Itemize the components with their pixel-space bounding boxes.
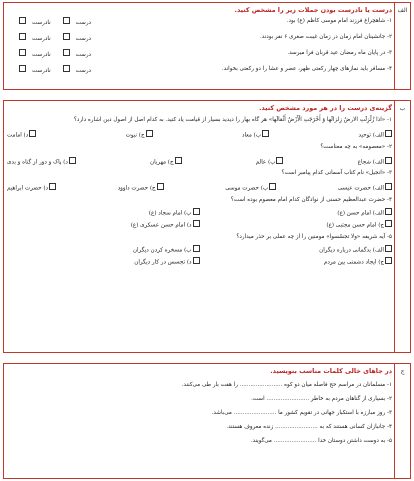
option-checkbox[interactable] (146, 130, 153, 137)
mc-option[interactable] (118, 183, 164, 192)
tf-question-text: ۳- در پایان ماه رمضان عید قربان فرا میرسد. (287, 50, 392, 56)
mc-option[interactable] (7, 183, 56, 192)
mc-option-label: د) پاک و دور از گناه و بدی (7, 159, 68, 165)
mc-option[interactable] (338, 183, 392, 192)
option-checkbox[interactable] (193, 245, 200, 252)
mc-option[interactable] (7, 220, 200, 229)
tf-false-option[interactable] (13, 52, 51, 58)
tf-false-label: نادرست (32, 67, 51, 74)
option-checkbox[interactable] (276, 157, 283, 164)
tf-false-label: نادرست (32, 35, 51, 42)
mc-option[interactable] (200, 208, 393, 217)
section-a-tag: الف (394, 3, 410, 89)
mc-option[interactable] (200, 245, 393, 254)
tf-false-option[interactable] (13, 36, 51, 42)
mc-options-row (7, 220, 392, 229)
tf-options (7, 49, 91, 60)
mc-option-label: ب) معاد (241, 132, 262, 139)
mc-option[interactable] (225, 183, 276, 192)
false-checkbox[interactable] (19, 17, 26, 24)
mc-option[interactable] (358, 130, 392, 139)
mc-options-row (7, 257, 392, 266)
tf-question-row (7, 65, 392, 81)
tf-true-option[interactable] (57, 68, 91, 74)
mc-option[interactable] (7, 157, 76, 166)
section-a-title: درست یا نادرست بودن جملات زیر را مشخص کنید. (234, 6, 392, 14)
option-checkbox[interactable] (385, 157, 392, 164)
option-checkbox[interactable] (385, 245, 392, 252)
option-checkbox[interactable] (157, 183, 164, 190)
tf-false-option[interactable] (13, 68, 51, 74)
mc-question-text: ۴- حضرت عبدالعظیم حسنی از نوادگان کدام امام معصوم بوده است؟ (230, 196, 392, 203)
fill-blank-question: ۵- به دوست داشتن دوستان خدا ........................ می‌گویند. (250, 438, 392, 444)
tf-question-text: ۲- جانشینان امام زمان در زمان غیبت صغری ۶ نفر بودند. (259, 34, 392, 40)
mc-option-label: ب) عالم (255, 159, 276, 165)
option-checkbox[interactable] (193, 220, 200, 227)
mc-option[interactable] (7, 208, 200, 217)
option-checkbox[interactable] (385, 220, 392, 227)
option-checkbox[interactable] (193, 257, 200, 264)
true-checkbox[interactable] (63, 49, 70, 56)
mc-option-label: ب) امام سجاد (ع) (148, 210, 192, 216)
fill-blank-question: ۲- بسیاری از گناهان مردم به خاطر ........................ است. (251, 396, 392, 402)
mc-question-text: ۲- «معصومه» به چه معناست؟ (320, 143, 392, 150)
tf-true-label: درست (75, 67, 92, 74)
option-checkbox[interactable] (385, 208, 392, 215)
mc-option-label: د) امامت (7, 132, 29, 139)
tf-true-label: درست (75, 19, 92, 26)
option-checkbox[interactable] (193, 208, 200, 215)
tf-question-text: ۴- مسافر باید نمازهای چهار رکعتی ظهر، عصر و عشا را دو رکعتی بخواند. (221, 66, 392, 72)
fill-blank-question: ۱- مسلمانان در مراسم حج فاصله میان دو کوه ........................ را هفت بار طی می‌کنند. (181, 382, 392, 388)
tf-question-text: ۱- شاهچراغ فرزند امام موسی کاظم (ع) بود. (286, 18, 392, 24)
false-checkbox[interactable] (19, 33, 26, 40)
mc-option-label: ج) نبوت (125, 132, 145, 139)
option-checkbox[interactable] (269, 183, 276, 190)
mc-option[interactable] (7, 130, 36, 139)
mc-option-label: الف) توحید (358, 132, 384, 139)
mc-question-text: ۵- آیه شریفه «ولا تجسّسوا» مومنین را از چه عملی بر حذر میدارد؟ (236, 233, 392, 240)
mc-option-label: الف) بدگمانی درباره دیگران (319, 247, 384, 253)
option-checkbox[interactable] (385, 257, 392, 264)
mc-option[interactable] (256, 157, 284, 166)
mc-option[interactable] (126, 130, 153, 139)
option-checkbox[interactable] (262, 130, 269, 137)
tf-true-option[interactable] (57, 36, 91, 42)
section-fill-blanks (3, 363, 411, 479)
mc-option-label: د) امام حسن عسکری (ع) (130, 222, 192, 229)
tf-options (7, 65, 91, 76)
option-checkbox[interactable] (49, 183, 56, 190)
mc-options-row (7, 183, 392, 192)
option-checkbox[interactable] (29, 130, 36, 137)
option-checkbox[interactable] (385, 130, 392, 137)
mc-option-label: ج) حضرت داوود (117, 185, 156, 192)
mc-option[interactable] (200, 220, 393, 229)
mc-option-label: الف) حضرت عیسی (337, 185, 384, 192)
section-b-title: گزینه‌ی درست را در هر مورد مشخص کنید. (258, 104, 392, 112)
true-checkbox[interactable] (63, 17, 70, 24)
section-true-false (3, 2, 411, 90)
mc-option[interactable] (7, 257, 200, 266)
tf-true-option[interactable] (57, 52, 91, 58)
fill-blank-question: ۴- جانبازان کسانی هستند که به ........................ زنده معروف هستند. (226, 424, 392, 430)
true-checkbox[interactable] (63, 65, 70, 72)
tf-true-option[interactable] (57, 20, 91, 26)
section-c-title: در جاهای خالی کلمات مناسب بنویسید. (270, 367, 392, 375)
mc-question-text: ۱- «اذا زُلْزِلَتِ الارضُ زِلزالَها وَ أَخْرَجَتِ الْأَرْضُ أَثْقالَها» هر گاه بهار را دیدید بسیار از قیامت یاد کنید. به کدام اصل از اصول دین اشاره دارد؟ (73, 117, 392, 123)
mc-options-row (7, 157, 392, 166)
tf-question-row (7, 49, 392, 65)
option-checkbox[interactable] (175, 157, 182, 164)
section-multiple-choice (3, 100, 411, 353)
tf-false-option[interactable] (13, 20, 51, 26)
mc-option-label: د) تجسس در کار دیگران (134, 259, 192, 266)
section-c-tag: ج (394, 364, 410, 478)
tf-options (7, 17, 91, 28)
false-checkbox[interactable] (19, 49, 26, 56)
mc-options-row (7, 130, 392, 139)
tf-true-label: درست (75, 35, 92, 42)
tf-false-label: نادرست (32, 19, 51, 26)
mc-options-row (7, 245, 392, 254)
tf-question-row (7, 17, 392, 33)
option-checkbox[interactable] (69, 157, 76, 164)
mc-option-label: ج) امام حسن مجتبی (ع) (326, 222, 384, 229)
mc-option-label: ج) ایجاد دشمنی بین مردم (323, 259, 384, 266)
mc-option-label: ج) مهربان (149, 159, 174, 165)
tf-true-label: درست (75, 51, 92, 58)
option-checkbox[interactable] (385, 183, 392, 190)
mc-options-row (7, 208, 392, 217)
tf-false-label: نادرست (32, 51, 51, 58)
fill-blank-question: ۳- روز مبارزه با استکبار جهانی در تقویم کشور ما ........................ می‌باشد. (211, 410, 392, 416)
mc-option-label: الف) امام حسن (ع) (337, 210, 384, 216)
mc-option-label: ب) مسخره کردن دیگران (132, 247, 192, 253)
mc-option[interactable] (7, 245, 200, 254)
mc-option[interactable] (242, 130, 269, 139)
mc-option-label: د) حضرت ابراهیم (7, 185, 49, 192)
section-b-tag: ب (394, 101, 410, 352)
mc-option-label: ب) حضرت موسی (225, 185, 269, 192)
true-checkbox[interactable] (63, 33, 70, 40)
mc-option[interactable] (200, 257, 393, 266)
tf-options (7, 33, 91, 44)
tf-question-row (7, 33, 392, 49)
mc-option[interactable] (150, 157, 182, 166)
mc-option[interactable] (358, 157, 392, 166)
mc-question-text: ۳- «انجیل» نام کتاب آسمانی کدام پیامبر است؟ (281, 170, 392, 176)
mc-option-label: الف) شجاع (357, 159, 384, 165)
false-checkbox[interactable] (19, 65, 26, 72)
